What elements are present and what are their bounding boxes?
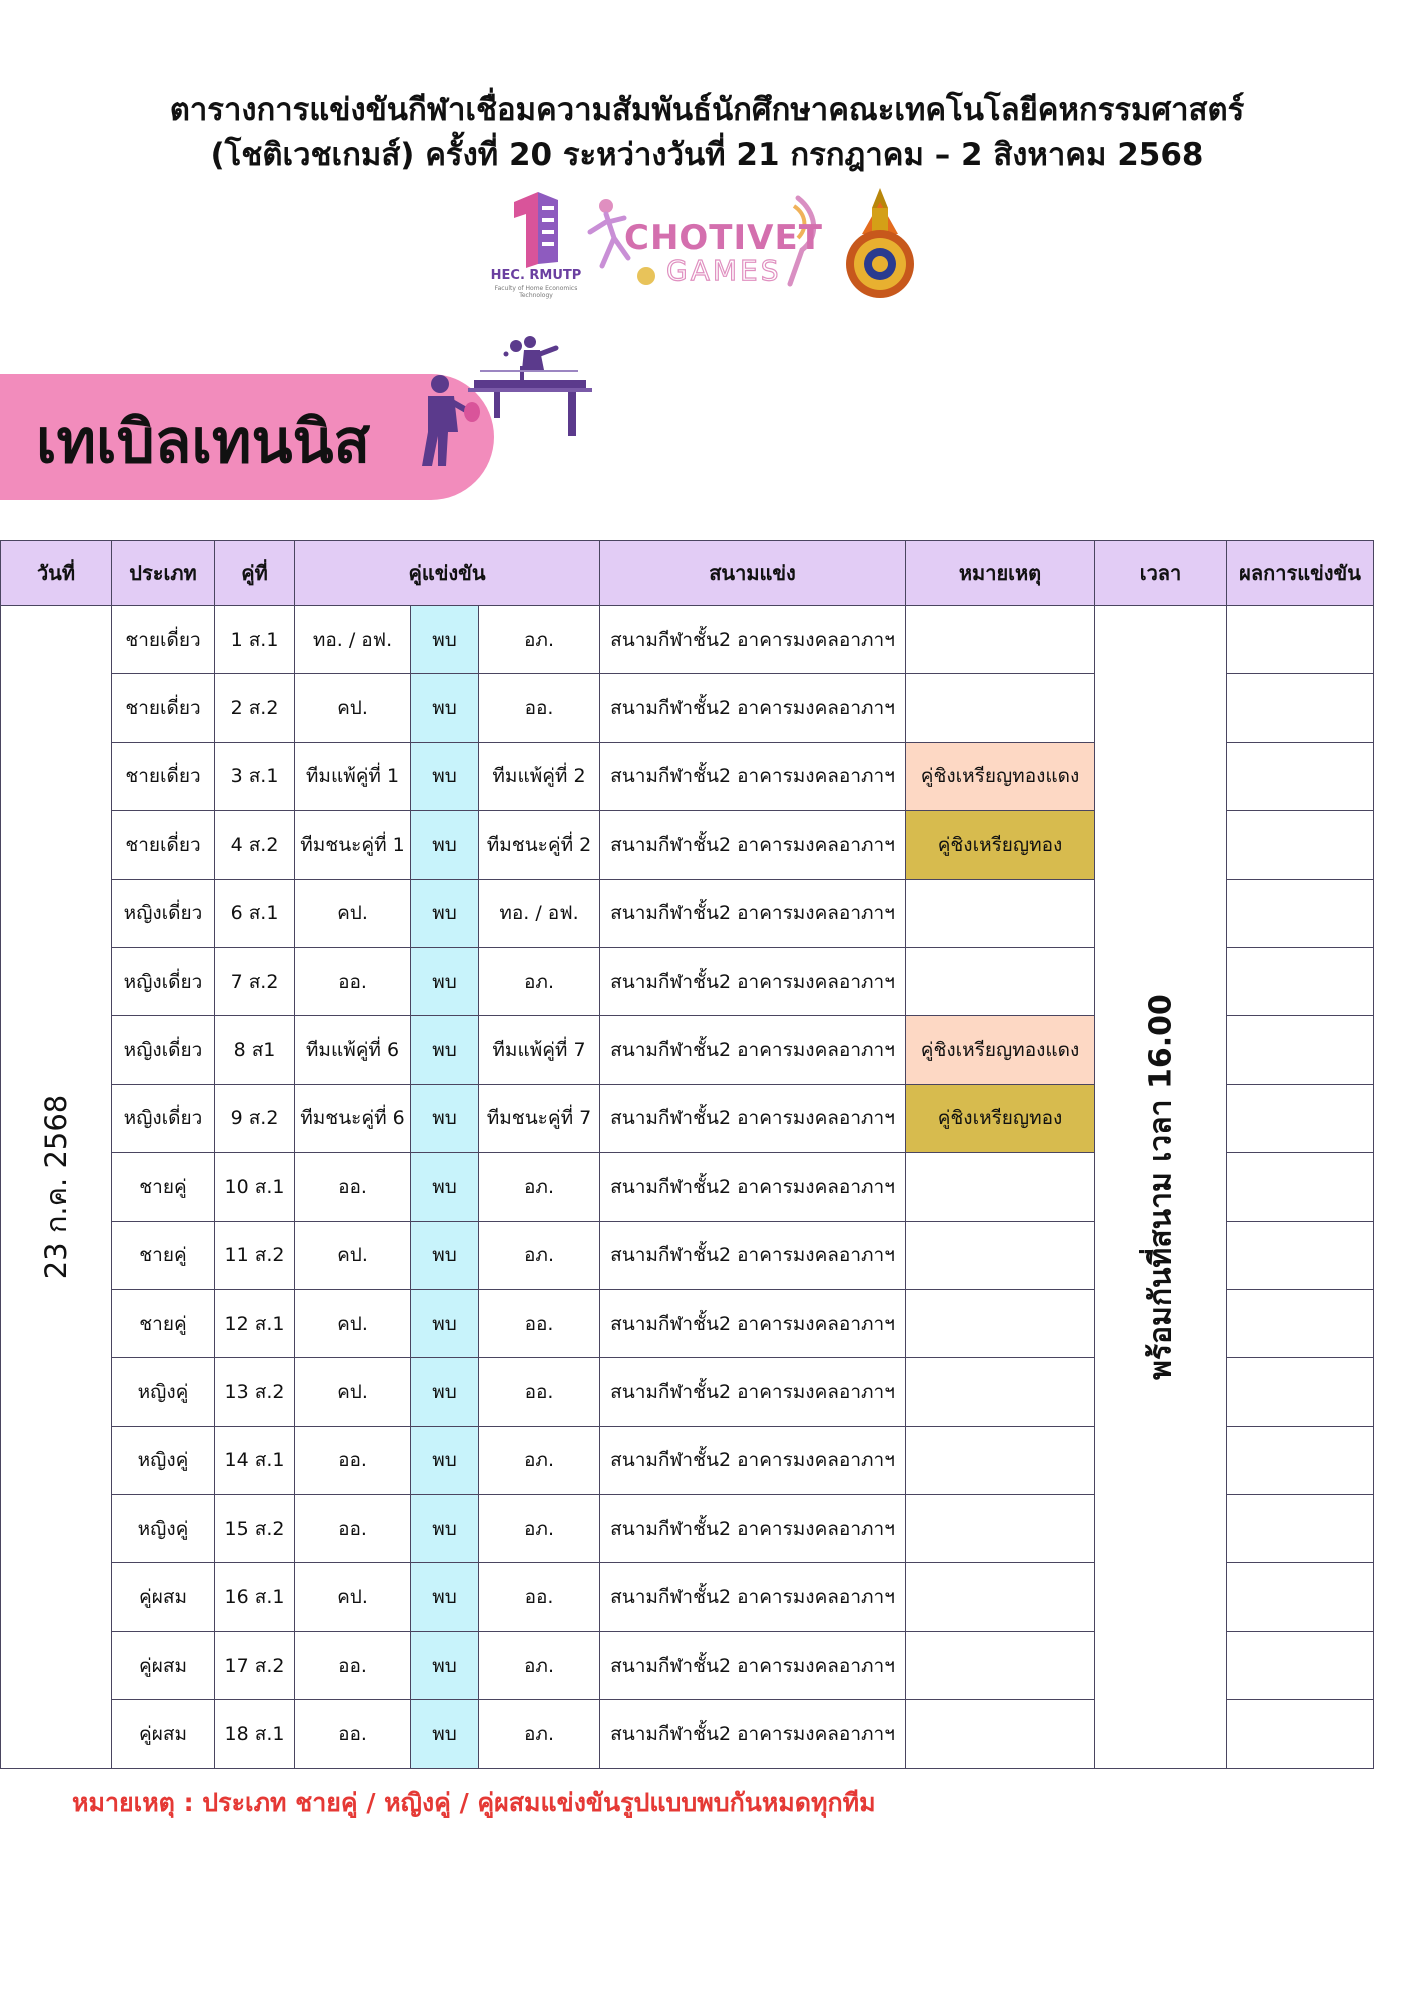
time-text: พร้อมกันที่สนาม เวลา 16.00	[1143, 993, 1179, 1380]
team-b-cell: อภ.	[479, 606, 600, 674]
vs-cell: พบ	[411, 1289, 479, 1357]
vs-cell: พบ	[411, 606, 479, 674]
note-cell	[906, 1221, 1095, 1289]
header-result: ผลการแข่งขัน	[1227, 541, 1374, 606]
hec-logo-text: HEC. RMUTP	[490, 268, 582, 283]
category-cell: ชายคู่	[112, 1289, 215, 1357]
vs-cell: พบ	[411, 674, 479, 742]
match-no-cell: 18 ส.1	[215, 1700, 295, 1768]
date-cell	[1, 606, 112, 1769]
note-cell	[906, 1700, 1095, 1768]
vs-cell: พบ	[411, 1563, 479, 1631]
vs-cell: พบ	[411, 742, 479, 810]
note-cell	[906, 1358, 1095, 1426]
category-cell: หญิงเดี่ยว	[112, 879, 215, 947]
header-category: ประเภท	[112, 541, 215, 606]
chotivet-games-logo	[584, 188, 834, 298]
team-b-cell: อภ.	[479, 947, 600, 1015]
team-b-cell: อภ.	[479, 1153, 600, 1221]
date-text: 23 ก.ค. 2568	[39, 1094, 73, 1280]
team-b-cell: อภ.	[479, 1631, 600, 1699]
chotivet-logo-word: CHOTIVET	[624, 218, 823, 258]
vs-cell: พบ	[411, 1358, 479, 1426]
note-cell	[906, 1563, 1095, 1631]
category-cell: หญิงคู่	[112, 1358, 215, 1426]
match-no-cell: 9 ส.2	[215, 1084, 295, 1152]
page-title-line1: ตารางการแข่งขันกีฬาเชื่อมความสัมพันธ์นักศึกษาคณะเทคโนโลยีคหกรรมศาสตร์	[169, 92, 1245, 128]
venue-cell: สนามกีฬาชั้น2 อาคารมงคลอาภาฯ	[600, 1289, 906, 1357]
note-cell	[906, 606, 1095, 674]
category-cell: หญิงเดี่ยว	[112, 1016, 215, 1084]
team-a-cell: คป.	[295, 1358, 411, 1426]
header-note: หมายเหตุ	[906, 541, 1095, 606]
venue-cell: สนามกีฬาชั้น2 อาคารมงคลอาภาฯ	[600, 1153, 906, 1221]
team-b-cell: ทีมชนะคู่ที่ 7	[479, 1084, 600, 1152]
team-a-cell: ทีมชนะคู่ที่ 6	[295, 1084, 411, 1152]
venue-cell: สนามกีฬาชั้น2 อาคารมงคลอาภาฯ	[600, 1358, 906, 1426]
note-cell	[906, 1289, 1095, 1357]
result-cell[interactable]	[1227, 1016, 1374, 1084]
venue-cell: สนามกีฬาชั้น2 อาคารมงคลอาภาฯ	[600, 1426, 906, 1494]
team-a-cell: ทีมแพ้คู่ที่ 6	[295, 1016, 411, 1084]
note-cell	[906, 1495, 1095, 1563]
category-cell: หญิงเดี่ยว	[112, 1084, 215, 1152]
venue-cell: สนามกีฬาชั้น2 อาคารมงคลอาภาฯ	[600, 742, 906, 810]
vs-cell: พบ	[411, 1016, 479, 1084]
team-a-cell: ออ.	[295, 1700, 411, 1768]
venue-cell: สนามกีฬาชั้น2 อาคารมงคลอาภาฯ	[600, 1084, 906, 1152]
note-cell	[906, 1631, 1095, 1699]
team-a-cell: ทีมแพ้คู่ที่ 1	[295, 742, 411, 810]
venue-cell: สนามกีฬาชั้น2 อาคารมงคลอาภาฯ	[600, 606, 906, 674]
team-a-cell: ทีมชนะคู่ที่ 1	[295, 811, 411, 879]
note-cell: คู่ชิงเหรียญทองแดง	[906, 742, 1095, 810]
note-cell: คู่ชิงเหรียญทอง	[906, 811, 1095, 879]
result-cell[interactable]	[1227, 1631, 1374, 1699]
vs-cell: พบ	[411, 1221, 479, 1289]
hec-logo-subtext: Faculty of Home Economics Technology	[494, 285, 578, 299]
note-cell	[906, 1153, 1095, 1221]
header-match-no: คู่ที่	[215, 541, 295, 606]
result-cell[interactable]	[1227, 947, 1374, 1015]
note-cell	[906, 947, 1095, 1015]
team-a-cell: ออ.	[295, 947, 411, 1015]
note-cell	[906, 1426, 1095, 1494]
match-no-cell: 14 ส.1	[215, 1426, 295, 1494]
result-cell[interactable]	[1227, 811, 1374, 879]
result-cell[interactable]	[1227, 674, 1374, 742]
venue-cell: สนามกีฬาชั้น2 อาคารมงคลอาภาฯ	[600, 1631, 906, 1699]
match-no-cell: 6 ส.1	[215, 879, 295, 947]
result-cell[interactable]	[1227, 1426, 1374, 1494]
team-a-cell: คป.	[295, 674, 411, 742]
page-title-line2: (โชติเวชเกมส์) ครั้งที่ 20 ระหว่างวันที่ 21 กรกฎาคม – 2 สิงหาคม 2568	[210, 137, 1204, 173]
vs-cell: พบ	[411, 811, 479, 879]
table-row	[1, 606, 1374, 674]
note-cell: คู่ชิงเหรียญทองแดง	[906, 1016, 1095, 1084]
header-time: เวลา	[1095, 541, 1227, 606]
result-cell[interactable]	[1227, 1563, 1374, 1631]
vs-cell: พบ	[411, 1426, 479, 1494]
category-cell: ชายเดี่ยว	[112, 811, 215, 879]
note-cell	[906, 674, 1095, 742]
team-a-cell: ทอ. / อฟ.	[295, 606, 411, 674]
result-cell[interactable]	[1227, 1289, 1374, 1357]
note-cell	[906, 879, 1095, 947]
match-no-cell: 8 ส1	[215, 1016, 295, 1084]
hec-mark-icon	[508, 192, 564, 268]
table-header-row	[1, 541, 1374, 606]
match-no-cell: 10 ส.1	[215, 1153, 295, 1221]
vs-cell: พบ	[411, 1153, 479, 1221]
category-cell: หญิงคู่	[112, 1495, 215, 1563]
vs-cell: พบ	[411, 879, 479, 947]
result-cell[interactable]	[1227, 742, 1374, 810]
team-b-cell: ทอ. / อฟ.	[479, 879, 600, 947]
result-cell[interactable]	[1227, 1084, 1374, 1152]
team-a-cell: คป.	[295, 879, 411, 947]
hec-rmutp-logo	[488, 188, 584, 298]
result-cell[interactable]	[1227, 1358, 1374, 1426]
venue-cell: สนามกีฬาชั้น2 อาคารมงคลอาภาฯ	[600, 811, 906, 879]
match-no-cell: 12 ส.1	[215, 1289, 295, 1357]
result-cell[interactable]	[1227, 1495, 1374, 1563]
category-cell: ชายคู่	[112, 1153, 215, 1221]
team-b-cell: ทีมแพ้คู่ที่ 2	[479, 742, 600, 810]
venue-cell: สนามกีฬาชั้น2 อาคารมงคลอาภาฯ	[600, 674, 906, 742]
match-no-cell: 15 ส.2	[215, 1495, 295, 1563]
vs-cell: พบ	[411, 1631, 479, 1699]
venue-cell: สนามกีฬาชั้น2 อาคารมงคลอาภาฯ	[600, 1495, 906, 1563]
header-venue: สนามแข่ง	[600, 541, 906, 606]
category-cell: ชายคู่	[112, 1221, 215, 1289]
team-a-cell: ออ.	[295, 1631, 411, 1699]
venue-cell: สนามกีฬาชั้น2 อาคารมงคลอาภาฯ	[600, 1221, 906, 1289]
match-no-cell: 17 ส.2	[215, 1631, 295, 1699]
footnote: หมายเหตุ : ประเภท ชายคู่ / หญิงคู่ / คู่ผสมแข่งขันรูปแบบพบกันหมดทุกทีม	[72, 1788, 876, 1817]
result-cell[interactable]	[1227, 1700, 1374, 1768]
venue-cell: สนามกีฬาชั้น2 อาคารมงคลอาภาฯ	[600, 1563, 906, 1631]
team-b-cell: ออ.	[479, 1563, 600, 1631]
header-match: คู่แข่งขัน	[295, 541, 600, 606]
category-cell: หญิงเดี่ยว	[112, 947, 215, 1015]
team-a-cell: คป.	[295, 1221, 411, 1289]
team-a-cell: ออ.	[295, 1495, 411, 1563]
team-b-cell: อภ.	[479, 1221, 600, 1289]
venue-cell: สนามกีฬาชั้น2 อาคารมงคลอาภาฯ	[600, 879, 906, 947]
logo-strip	[488, 188, 928, 300]
vs-cell: พบ	[411, 947, 479, 1015]
result-cell[interactable]	[1227, 1221, 1374, 1289]
match-no-cell: 16 ส.1	[215, 1563, 295, 1631]
schedule-table	[0, 540, 1374, 1769]
university-seal-logo	[842, 188, 918, 300]
category-cell: ชายเดี่ยว	[112, 606, 215, 674]
category-cell: ชายเดี่ยว	[112, 674, 215, 742]
note-cell: คู่ชิงเหรียญทอง	[906, 1084, 1095, 1152]
match-no-cell: 2 ส.2	[215, 674, 295, 742]
vs-cell: พบ	[411, 1700, 479, 1768]
team-b-cell: อภ.	[479, 1426, 600, 1494]
team-b-cell: อภ.	[479, 1495, 600, 1563]
venue-cell: สนามกีฬาชั้น2 อาคารมงคลอาภาฯ	[600, 1700, 906, 1768]
match-no-cell: 4 ส.2	[215, 811, 295, 879]
vs-cell: พบ	[411, 1084, 479, 1152]
match-no-cell: 7 ส.2	[215, 947, 295, 1015]
match-no-cell: 1 ส.1	[215, 606, 295, 674]
team-a-cell: ออ.	[295, 1153, 411, 1221]
result-cell[interactable]	[1227, 606, 1374, 674]
match-no-cell: 3 ส.1	[215, 742, 295, 810]
team-b-cell: อภ.	[479, 1700, 600, 1768]
team-b-cell: ทีมชนะคู่ที่ 2	[479, 811, 600, 879]
category-cell: คู่ผสม	[112, 1563, 215, 1631]
result-cell[interactable]	[1227, 879, 1374, 947]
header-date: วันที่	[1, 541, 112, 606]
category-cell: คู่ผสม	[112, 1700, 215, 1768]
table-tennis-icon	[420, 336, 600, 476]
match-no-cell: 11 ส.2	[215, 1221, 295, 1289]
venue-cell: สนามกีฬาชั้น2 อาคารมงคลอาภาฯ	[600, 1016, 906, 1084]
vs-cell: พบ	[411, 1495, 479, 1563]
team-b-cell: ทีมแพ้คู่ที่ 7	[479, 1016, 600, 1084]
team-a-cell: คป.	[295, 1289, 411, 1357]
team-b-cell: ออ.	[479, 1358, 600, 1426]
team-b-cell: ออ.	[479, 674, 600, 742]
category-cell: คู่ผสม	[112, 1631, 215, 1699]
games-logo-word: GAMES	[666, 254, 782, 287]
team-b-cell: ออ.	[479, 1289, 600, 1357]
team-a-cell: ออ.	[295, 1426, 411, 1494]
venue-cell: สนามกีฬาชั้น2 อาคารมงคลอาภาฯ	[600, 947, 906, 1015]
schedule-body	[1, 606, 1374, 1769]
category-cell: ชายเดี่ยว	[112, 742, 215, 810]
time-cell	[1095, 606, 1227, 1769]
sport-title: เทเบิลเทนนิส	[36, 407, 371, 477]
match-no-cell: 13 ส.2	[215, 1358, 295, 1426]
team-a-cell: คป.	[295, 1563, 411, 1631]
result-cell[interactable]	[1227, 1153, 1374, 1221]
category-cell: หญิงคู่	[112, 1426, 215, 1494]
